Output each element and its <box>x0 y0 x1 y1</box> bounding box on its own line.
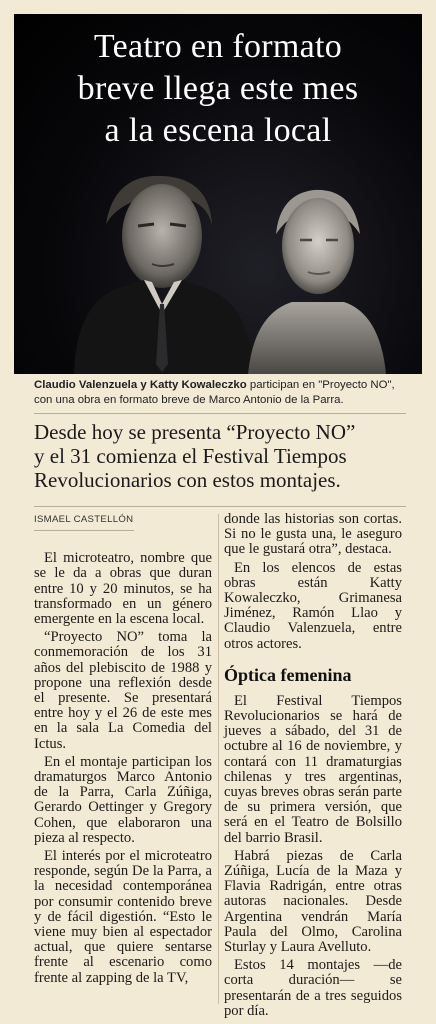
paragraph: El Festival Tiempos Revolucionarios se hará de jueves a sábado, del 31 de octubre al 16 de noviembre, y contará con 11 dramaturgias chilenas y tres argentinas, cuyas breves obras serán parte de su primera versión, que será en el Teatro de Bolsillo del barrio Brasil. <box>224 692 402 846</box>
byline: ISMAEL CASTELLÓN <box>34 512 134 531</box>
caption-divider <box>34 413 406 414</box>
man-face <box>122 184 202 288</box>
paragraph: Habrá piezas de Carla Zúñiga, Lucía de la Maza y Flavia Radrigán, entre otras autoras nacionales. Desde Argentina vendrán María Paula del Olmo, Carolina Sturlay y Laura Avelluto. <box>224 847 402 956</box>
headline-line-1: Teatro en formato <box>93 28 343 65</box>
caption-names: Claudio Valenzuela y Katty Kowaleczko <box>34 379 247 391</box>
paragraph: donde las historias son cortas. Si no le gusta una, le aseguro que le gustará otra”, destaca. <box>224 511 402 558</box>
deck-line-1: Desde hoy se presenta “Proyecto NO” <box>34 420 356 444</box>
caption-text: participan en "Proyecto NO", con una obra en formato breve de Marco Antonio de la Parra. <box>34 379 395 406</box>
paragraph: El microteatro, nombre que se le da a obras que duran entre 10 y 20 minutos, se ha transformado en un género emergente en la escena local. <box>34 550 212 628</box>
subhead: Óptica femenina <box>224 664 352 685</box>
article-column-left <box>34 512 212 989</box>
deck-line-2: y el 31 comienza el Festival Tiempos <box>34 444 347 468</box>
column-divider <box>218 514 219 1004</box>
woman-face <box>282 198 354 294</box>
deck-divider <box>34 506 406 507</box>
paragraph: Estos 14 montajes —de corta duración— se presentarán de a tres seguidos por día. <box>224 957 402 1019</box>
deck-line-3: Revolucionarios con estos montajes. <box>34 468 341 492</box>
woman-shoulders <box>248 302 386 374</box>
actors-photo <box>14 164 422 374</box>
paragraph: En el montaje participan los dramaturgos Marco Antonio de la Parra, Carla Zúñiga, Gerardo Oettinger y Gregory Cohen, que elaboraron una pieza al respecto. <box>34 753 212 846</box>
headline-line-2: breve llega este mes <box>77 70 359 107</box>
paragraph: El interés por el microteatro responde, según De la Parra, a la necesidad contemporánea por consumir contenido breve y de fácil digestión. “Esto le viene muy bien al espectador actual, que quiere sentarse frente al escenario como frente al zapping de la TV, <box>34 848 212 986</box>
headline <box>14 26 422 152</box>
article-column-right <box>224 512 402 1022</box>
paragraph: En los elencos de estas obras están Katty Kowaleczko, Grimanesa Jiménez, Ramón Llao y Claudio Valenzuela, entre otros actores. <box>224 559 402 652</box>
photo-caption <box>34 378 402 408</box>
hero-photo-block <box>14 14 422 374</box>
headline-line-3: a la escena local <box>104 112 332 149</box>
paragraph: “Proyecto NO” toma la conmemoración de los 31 años del plebiscito de 1988 y propone una reflexión desde el presente. Se presentará entre hoy y el 26 de este mes en la sala La Comedia del Ictus. <box>34 629 212 752</box>
deck <box>34 420 406 492</box>
